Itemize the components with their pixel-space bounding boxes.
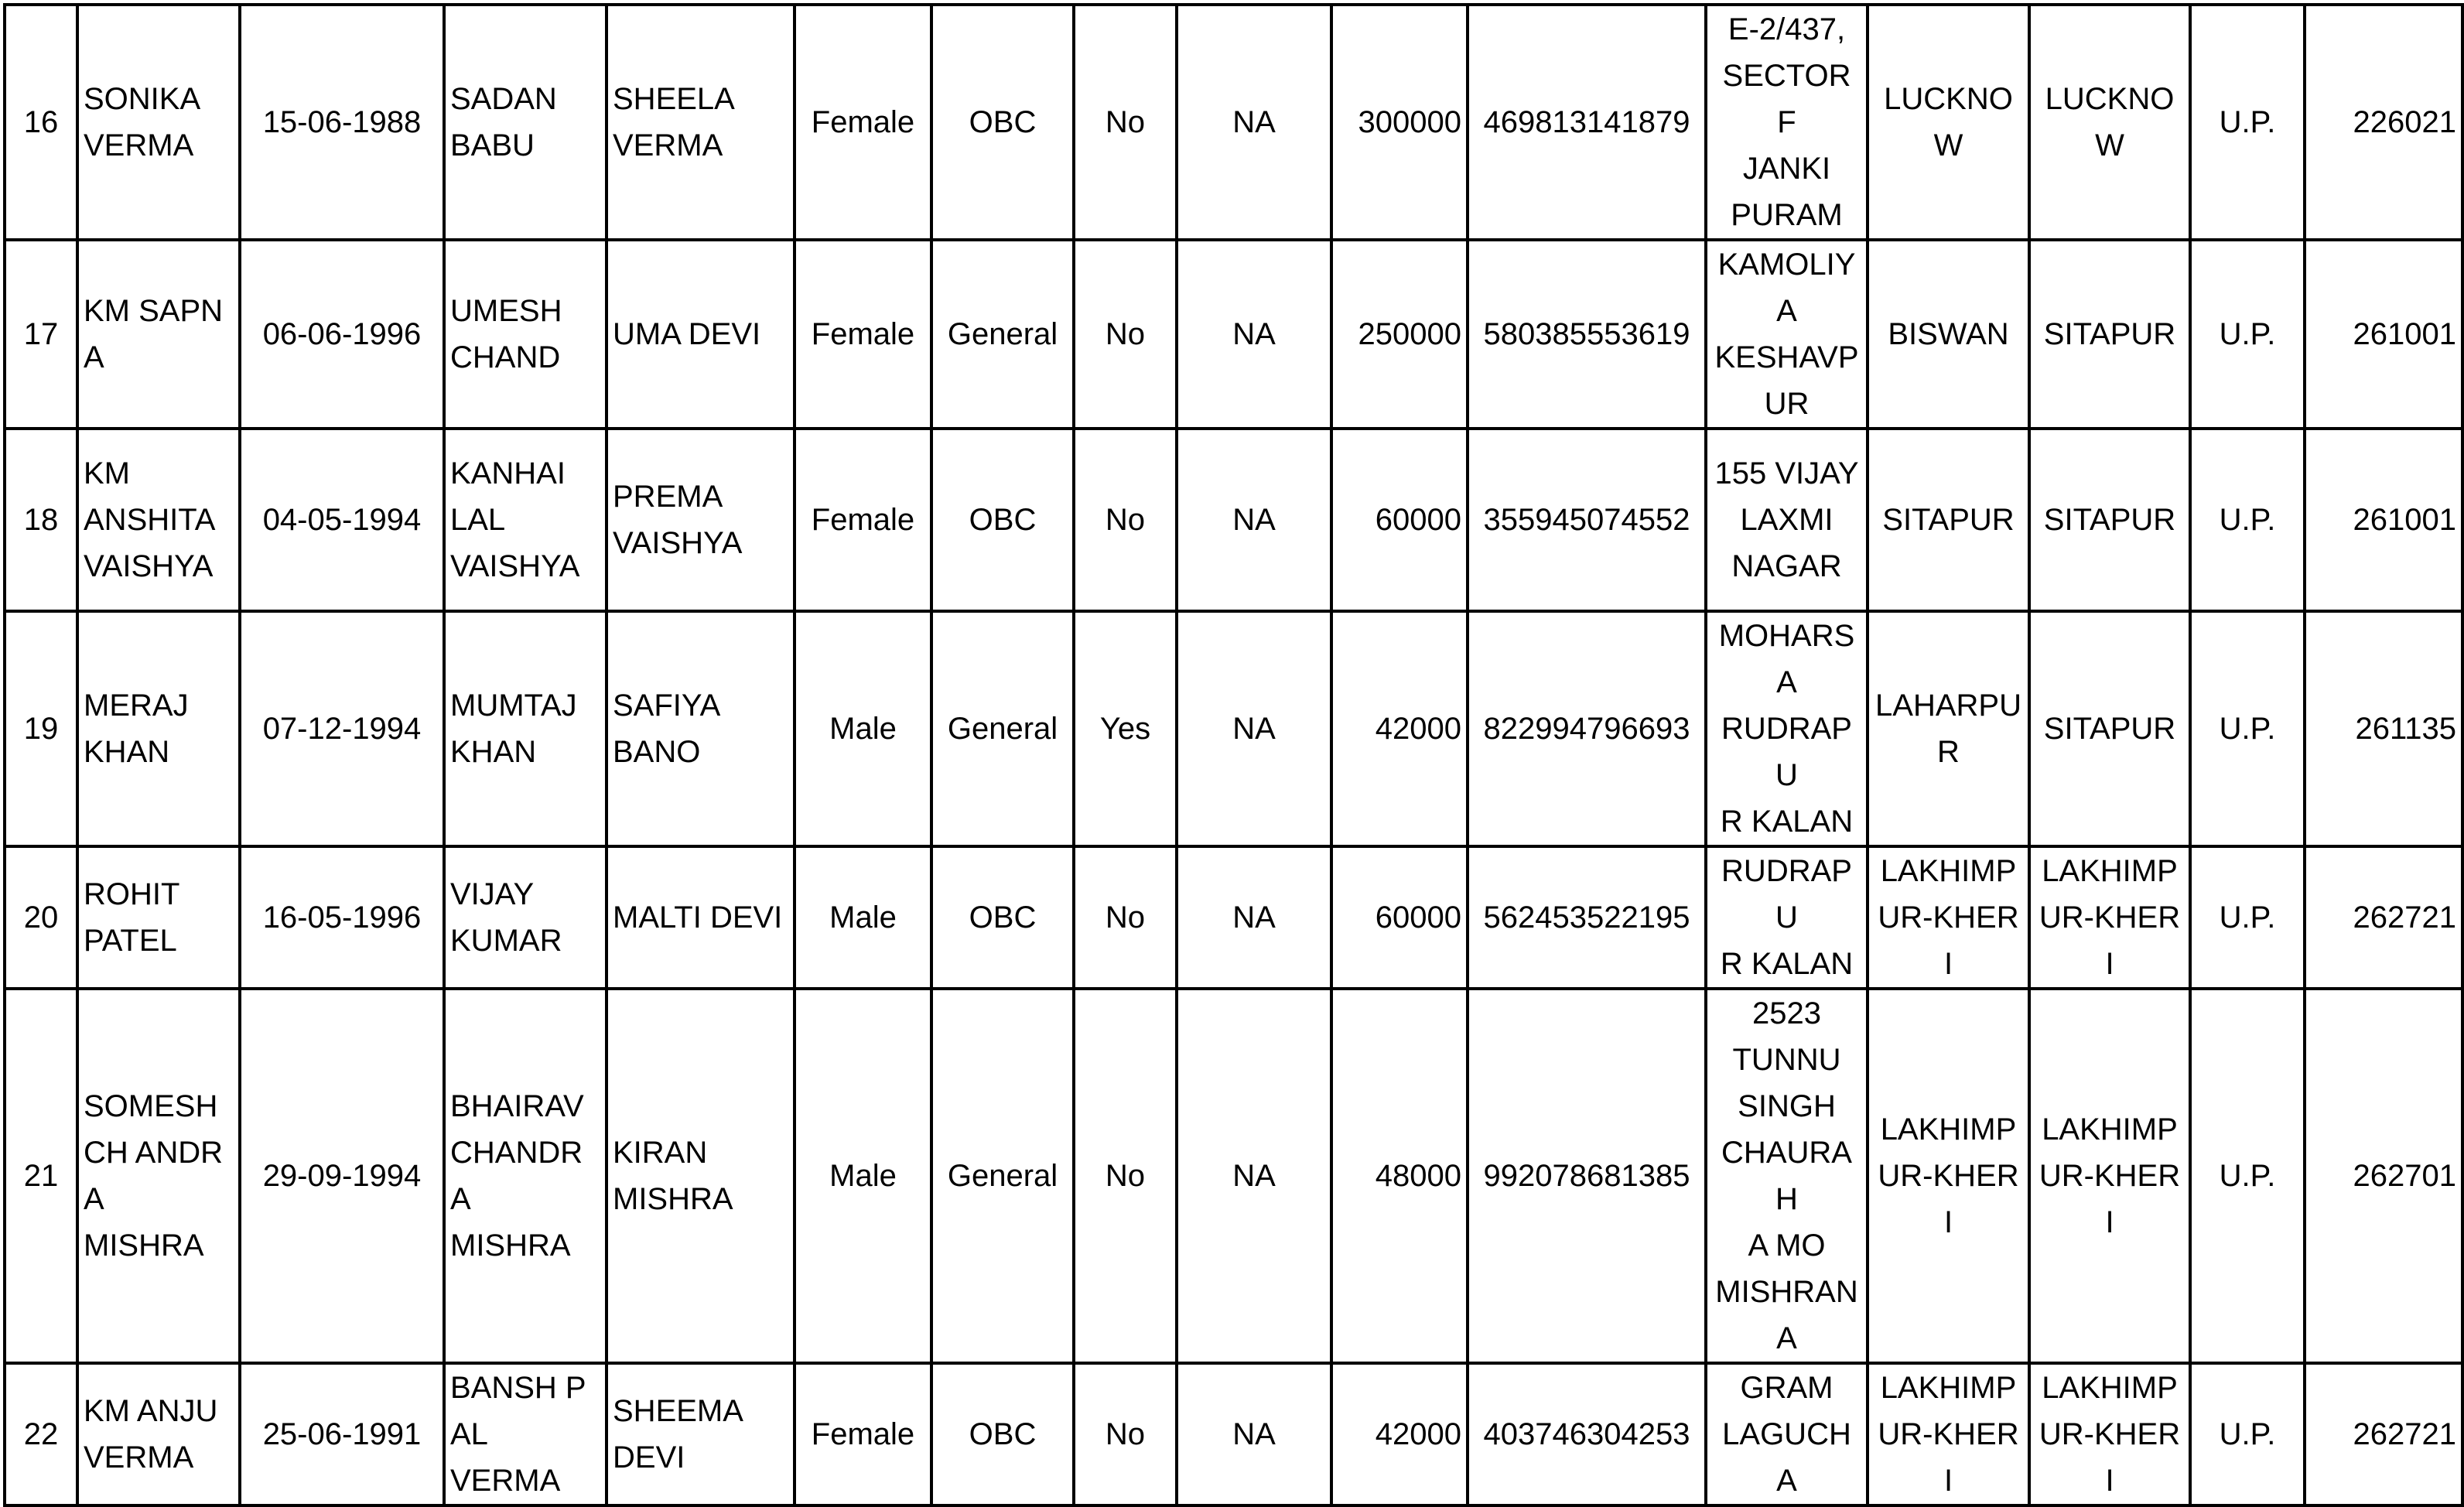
gender-text: Male: [829, 900, 897, 935]
state-text: U.P.: [2219, 503, 2276, 537]
mother-name-line: DEVI: [613, 1440, 685, 1475]
na-text: NA: [1232, 712, 1276, 746]
city-cell: [1868, 611, 2029, 846]
candidate-name-cell: [77, 611, 240, 846]
table-row: [5, 5, 2462, 240]
pin-code-text: 226021: [2353, 105, 2456, 139]
id-number-cell: [1468, 5, 1706, 240]
gender-cell: [795, 429, 931, 611]
candidate-name-line: SONIKA: [84, 82, 201, 116]
district-line: SITAPUR: [2043, 712, 2176, 746]
flag-text: No: [1105, 317, 1146, 351]
mother-name-cell: [607, 240, 795, 429]
city-line: LAKHIMP: [1880, 1371, 2017, 1405]
flag-cell: [1074, 429, 1177, 611]
na-text: NA: [1232, 1417, 1276, 1451]
na-text: NA: [1232, 503, 1276, 537]
category-text: OBC: [969, 1417, 1037, 1451]
flag-cell: [1074, 989, 1177, 1363]
father-name-line: VIJAY: [450, 877, 535, 911]
candidate-name-line: SOMESH: [84, 1089, 218, 1123]
state-text: U.P.: [2219, 900, 2276, 935]
address-line: CHAURAH: [1721, 1136, 1852, 1216]
mother-name-line: BANO: [613, 735, 701, 769]
district-cell: [2029, 429, 2190, 611]
state-cell: [2190, 240, 2305, 429]
mother-name-line: SHEELA: [613, 82, 735, 116]
city-line: LUCKNO: [1884, 82, 2013, 116]
district-cell: [2029, 989, 2190, 1363]
address-cell: [1706, 611, 1868, 846]
candidate-name-cell: [77, 989, 240, 1363]
state-text: U.P.: [2219, 105, 2276, 139]
serial-number-cell: [5, 989, 77, 1363]
city-line: BISWAN: [1888, 317, 2009, 351]
candidate-name-line: ANSHITA: [84, 503, 216, 537]
address-line: KESHAVP: [1714, 340, 1859, 374]
address-line: A: [1776, 665, 1797, 699]
candidate-name-line: KHAN: [84, 735, 170, 769]
candidate-name-line: VERMA: [84, 128, 194, 162]
id-number-text: 822994796693: [1483, 712, 1690, 746]
gender-text: Female: [811, 105, 915, 139]
address-line: LAGUCHA: [1722, 1417, 1851, 1498]
father-name-line: BHAIRAV: [450, 1089, 584, 1123]
city-cell: [1868, 989, 2029, 1363]
district-line: UR-KHERI: [2039, 1159, 2181, 1239]
candidate-name-cell: [77, 429, 240, 611]
city-line: UR-KHERI: [1878, 1417, 2019, 1498]
mother-name-line: VERMA: [613, 128, 723, 162]
address-line: SINGH: [1738, 1089, 1836, 1123]
pin-code-text: 261001: [2353, 317, 2456, 351]
address-line: R KALAN: [1720, 947, 1854, 981]
address-line: A MO: [1748, 1228, 1826, 1263]
na-text: NA: [1232, 105, 1276, 139]
father-name-line: LAL: [450, 503, 506, 537]
candidate-name-line: ROHIT: [84, 877, 180, 911]
table-row: [5, 989, 2462, 1363]
category-text: General: [947, 317, 1058, 351]
na-cell: [1177, 846, 1331, 989]
dob-cell: [240, 1363, 444, 1505]
candidate-name-line: VERMA: [84, 1440, 194, 1475]
pin-code-cell: [2305, 1363, 2462, 1505]
address-line: PURAM: [1731, 198, 1843, 232]
pin-code-cell: [2305, 429, 2462, 611]
city-line: LAKHIMP: [1880, 1112, 2017, 1146]
district-line: LAKHIMP: [2042, 1371, 2178, 1405]
flag-cell: [1074, 5, 1177, 240]
address-line: A: [1776, 294, 1797, 328]
income-cell: [1331, 611, 1468, 846]
gender-cell: [795, 989, 931, 1363]
category-cell: [931, 989, 1074, 1363]
district-line: LAKHIMP: [2042, 854, 2178, 888]
father-name-line: MISHRA: [450, 1228, 571, 1263]
pin-code-cell: [2305, 5, 2462, 240]
category-text: General: [947, 712, 1058, 746]
serial-number-text: 21: [23, 1159, 59, 1193]
address-cell: [1706, 5, 1868, 240]
gender-cell: [795, 1363, 931, 1505]
candidate-name-line: MISHRA: [84, 1228, 204, 1263]
district-line: LAKHIMP: [2042, 1112, 2178, 1146]
candidate-name-cell: [77, 240, 240, 429]
dob-text: 15-06-1988: [262, 105, 422, 139]
city-line: SITAPUR: [1882, 503, 2015, 537]
candidate-name-cell: [77, 5, 240, 240]
district-line: LUCKNO: [2045, 82, 2175, 116]
na-cell: [1177, 1363, 1331, 1505]
income-text: 300000: [1358, 105, 1461, 139]
gender-cell: [795, 240, 931, 429]
flag-cell: [1074, 846, 1177, 989]
pin-code-cell: [2305, 240, 2462, 429]
address-line: NAGAR: [1731, 549, 1842, 583]
dob-text: 04-05-1994: [262, 503, 422, 537]
income-text: 48000: [1375, 1159, 1461, 1193]
father-name-cell: [444, 429, 607, 611]
serial-number-cell: [5, 429, 77, 611]
serial-number-cell: [5, 611, 77, 846]
address-line: UR: [1764, 387, 1810, 421]
id-number-cell: [1468, 846, 1706, 989]
gender-text: Female: [811, 1417, 915, 1451]
address-cell: [1706, 1363, 1868, 1505]
city-line: UR-KHERI: [1878, 900, 2019, 981]
mother-name-line: UMA DEVI: [613, 317, 761, 351]
mother-name-cell: [607, 611, 795, 846]
category-cell: [931, 611, 1074, 846]
category-cell: [931, 5, 1074, 240]
candidate-name-line: PATEL: [84, 924, 177, 958]
father-name-line: BABU: [450, 128, 535, 162]
income-text: 60000: [1375, 503, 1461, 537]
dob-cell: [240, 240, 444, 429]
flag-cell: [1074, 240, 1177, 429]
address-line: 2523: [1752, 996, 1821, 1030]
mother-name-cell: [607, 5, 795, 240]
income-cell: [1331, 240, 1468, 429]
city-cell: [1868, 846, 2029, 989]
serial-number-text: 19: [23, 712, 59, 746]
candidate-name-line: MERAJ: [84, 689, 189, 723]
address-line: SECTOR F: [1722, 59, 1851, 139]
address-cell: [1706, 429, 1868, 611]
serial-number-cell: [5, 240, 77, 429]
pin-code-cell: [2305, 989, 2462, 1363]
dob-text: 16-05-1996: [262, 900, 422, 935]
district-line: UR-KHERI: [2039, 1417, 2181, 1498]
state-cell: [2190, 846, 2305, 989]
pin-code-text: 262701: [2353, 1159, 2456, 1193]
pin-code-text: 261135: [2355, 712, 2456, 746]
city-line: LAKHIMP: [1880, 854, 2017, 888]
mother-name-line: PREMA: [613, 480, 723, 514]
address-line: 155 VIJAY: [1714, 456, 1859, 490]
father-name-line: BANSH PAL: [450, 1371, 586, 1451]
id-number-text: 562453522195: [1483, 900, 1690, 935]
father-name-cell: [444, 846, 607, 989]
id-number-text: 580385553619: [1483, 317, 1690, 351]
income-cell: [1331, 429, 1468, 611]
gender-text: Female: [811, 317, 915, 351]
dob-cell: [240, 989, 444, 1363]
serial-number-text: 20: [23, 900, 59, 935]
city-line: W: [1933, 128, 1963, 162]
pin-code-cell: [2305, 846, 2462, 989]
na-cell: [1177, 989, 1331, 1363]
city-line: R: [1937, 735, 1960, 769]
address-line: E-2/437,: [1728, 12, 1846, 46]
father-name-cell: [444, 240, 607, 429]
father-name-cell: [444, 1363, 607, 1505]
address-line: LAXMI: [1740, 503, 1833, 537]
address-cell: [1706, 989, 1868, 1363]
address-line: R KALAN: [1720, 805, 1854, 839]
district-line: SITAPUR: [2043, 317, 2176, 351]
address-line: MISHRAN: [1715, 1275, 1858, 1309]
category-text: OBC: [969, 105, 1037, 139]
category-text: OBC: [969, 900, 1037, 935]
candidate-name-cell: [77, 846, 240, 989]
candidate-name-line: KM ANJU: [84, 1394, 218, 1428]
gender-text: Male: [829, 712, 897, 746]
id-number-cell: [1468, 429, 1706, 611]
father-name-line: KANHAI: [450, 456, 566, 490]
table-row: [5, 429, 2462, 611]
father-name-line: MUMTAJ: [450, 689, 577, 723]
id-number-cell: [1468, 1363, 1706, 1505]
mother-name-line: KIRAN: [613, 1136, 708, 1170]
income-cell: [1331, 989, 1468, 1363]
category-cell: [931, 240, 1074, 429]
address-line: JANKI: [1742, 152, 1831, 186]
father-name-line: VAISHYA: [450, 549, 580, 583]
flag-text: No: [1105, 1417, 1146, 1451]
serial-number-text: 18: [23, 503, 59, 537]
dob-text: 06-06-1996: [262, 317, 422, 351]
income-cell: [1331, 5, 1468, 240]
address-cell: [1706, 240, 1868, 429]
table-row: [5, 611, 2462, 846]
address-line: MOHARS: [1718, 619, 1855, 653]
id-number-cell: [1468, 611, 1706, 846]
state-cell: [2190, 611, 2305, 846]
id-number-cell: [1468, 240, 1706, 429]
id-number-text: 469813141879: [1483, 105, 1690, 139]
father-name-line: SADAN: [450, 82, 557, 116]
address-cell: [1706, 846, 1868, 989]
category-cell: [931, 1363, 1074, 1505]
state-text: U.P.: [2219, 712, 2276, 746]
id-number-text: 992078681385: [1483, 1159, 1690, 1193]
city-cell: [1868, 240, 2029, 429]
address-line: A: [1776, 1321, 1797, 1355]
city-cell: [1868, 429, 2029, 611]
address-line: RUDRAPU: [1721, 712, 1852, 792]
district-line: SITAPUR: [2043, 503, 2176, 537]
mother-name-line: SHEEMA: [613, 1394, 743, 1428]
income-cell: [1331, 1363, 1468, 1505]
dob-cell: [240, 846, 444, 989]
district-line: UR-KHERI: [2039, 900, 2181, 981]
na-text: NA: [1232, 900, 1276, 935]
district-cell: [2029, 611, 2190, 846]
address-line: GRAM: [1740, 1371, 1833, 1405]
gender-cell: [795, 846, 931, 989]
father-name-line: KUMAR: [450, 924, 562, 958]
income-text: 60000: [1375, 900, 1461, 935]
category-cell: [931, 846, 1074, 989]
table-row: [5, 240, 2462, 429]
table-body: [5, 5, 2462, 1505]
serial-number-cell: [5, 846, 77, 989]
candidate-name-line: KM SAPNA: [84, 294, 224, 374]
id-number-text: 403746304253: [1483, 1417, 1690, 1451]
mother-name-cell: [607, 429, 795, 611]
father-name-cell: [444, 5, 607, 240]
records-table: [3, 3, 2464, 1507]
mother-name-line: SAFIYA: [613, 689, 721, 723]
na-cell: [1177, 5, 1331, 240]
father-name-cell: [444, 611, 607, 846]
flag-cell: [1074, 1363, 1177, 1505]
father-name-line: KHAN: [450, 735, 537, 769]
table-row: [5, 846, 2462, 989]
income-text: 42000: [1375, 712, 1461, 746]
city-cell: [1868, 5, 2029, 240]
serial-number-text: 16: [23, 105, 59, 139]
dob-cell: [240, 429, 444, 611]
gender-cell: [795, 5, 931, 240]
serial-number-cell: [5, 1363, 77, 1505]
income-cell: [1331, 846, 1468, 989]
id-number-text: 355945074552: [1483, 503, 1690, 537]
dob-cell: [240, 5, 444, 240]
state-cell: [2190, 429, 2305, 611]
flag-text: No: [1105, 105, 1146, 139]
table-row: [5, 1363, 2462, 1505]
na-cell: [1177, 429, 1331, 611]
candidate-name-line: CH ANDRA: [84, 1136, 224, 1216]
pin-code-cell: [2305, 611, 2462, 846]
pin-code-text: 262721: [2353, 1417, 2456, 1451]
state-cell: [2190, 989, 2305, 1363]
address-line: KAMOLIY: [1717, 248, 1856, 282]
state-cell: [2190, 1363, 2305, 1505]
address-line: RUDRAPU: [1721, 854, 1852, 935]
flag-text: No: [1105, 900, 1146, 935]
serial-number-cell: [5, 5, 77, 240]
candidate-name-cell: [77, 1363, 240, 1505]
gender-text: Male: [829, 1159, 897, 1193]
mother-name-cell: [607, 989, 795, 1363]
flag-cell: [1074, 611, 1177, 846]
gender-text: Female: [811, 503, 915, 537]
income-text: 42000: [1375, 1417, 1461, 1451]
dob-text: 25-06-1991: [262, 1417, 422, 1451]
na-text: NA: [1232, 1159, 1276, 1193]
na-cell: [1177, 611, 1331, 846]
state-text: U.P.: [2219, 1417, 2276, 1451]
income-text: 250000: [1358, 317, 1461, 351]
state-text: U.P.: [2219, 1159, 2276, 1193]
serial-number-text: 17: [23, 317, 59, 351]
candidate-name-line: VAISHYA: [84, 549, 214, 583]
father-name-line: VERMA: [450, 1464, 561, 1498]
serial-number-text: 22: [23, 1417, 59, 1451]
flag-text: Yes: [1099, 712, 1151, 746]
gender-cell: [795, 611, 931, 846]
father-name-line: CHAND: [450, 340, 561, 374]
dob-text: 07-12-1994: [262, 712, 422, 746]
na-text: NA: [1232, 317, 1276, 351]
dob-cell: [240, 611, 444, 846]
mother-name-cell: [607, 846, 795, 989]
pin-code-text: 262721: [2353, 900, 2456, 935]
district-cell: [2029, 1363, 2190, 1505]
father-name-line: CHANDRA: [450, 1136, 583, 1216]
na-cell: [1177, 240, 1331, 429]
category-text: OBC: [969, 503, 1037, 537]
district-cell: [2029, 846, 2190, 989]
district-cell: [2029, 240, 2190, 429]
state-text: U.P.: [2219, 317, 2276, 351]
category-text: General: [947, 1159, 1058, 1193]
mother-name-line: MALTI DEVI: [613, 900, 783, 935]
district-cell: [2029, 5, 2190, 240]
dob-text: 29-09-1994: [262, 1159, 422, 1193]
id-number-cell: [1468, 989, 1706, 1363]
city-cell: [1868, 1363, 2029, 1505]
pin-code-text: 261001: [2353, 503, 2456, 537]
flag-text: No: [1105, 503, 1146, 537]
father-name-line: UMESH: [450, 294, 562, 328]
city-line: LAHARPU: [1875, 689, 2021, 723]
mother-name-line: MISHRA: [613, 1182, 733, 1216]
state-cell: [2190, 5, 2305, 240]
mother-name-cell: [607, 1363, 795, 1505]
city-line: UR-KHERI: [1878, 1159, 2019, 1239]
father-name-cell: [444, 989, 607, 1363]
district-line: W: [2095, 128, 2124, 162]
category-cell: [931, 429, 1074, 611]
flag-text: No: [1105, 1159, 1146, 1193]
mother-name-line: VAISHYA: [613, 526, 743, 560]
candidate-name-line: KM: [84, 456, 130, 490]
address-line: TUNNU: [1732, 1043, 1841, 1077]
